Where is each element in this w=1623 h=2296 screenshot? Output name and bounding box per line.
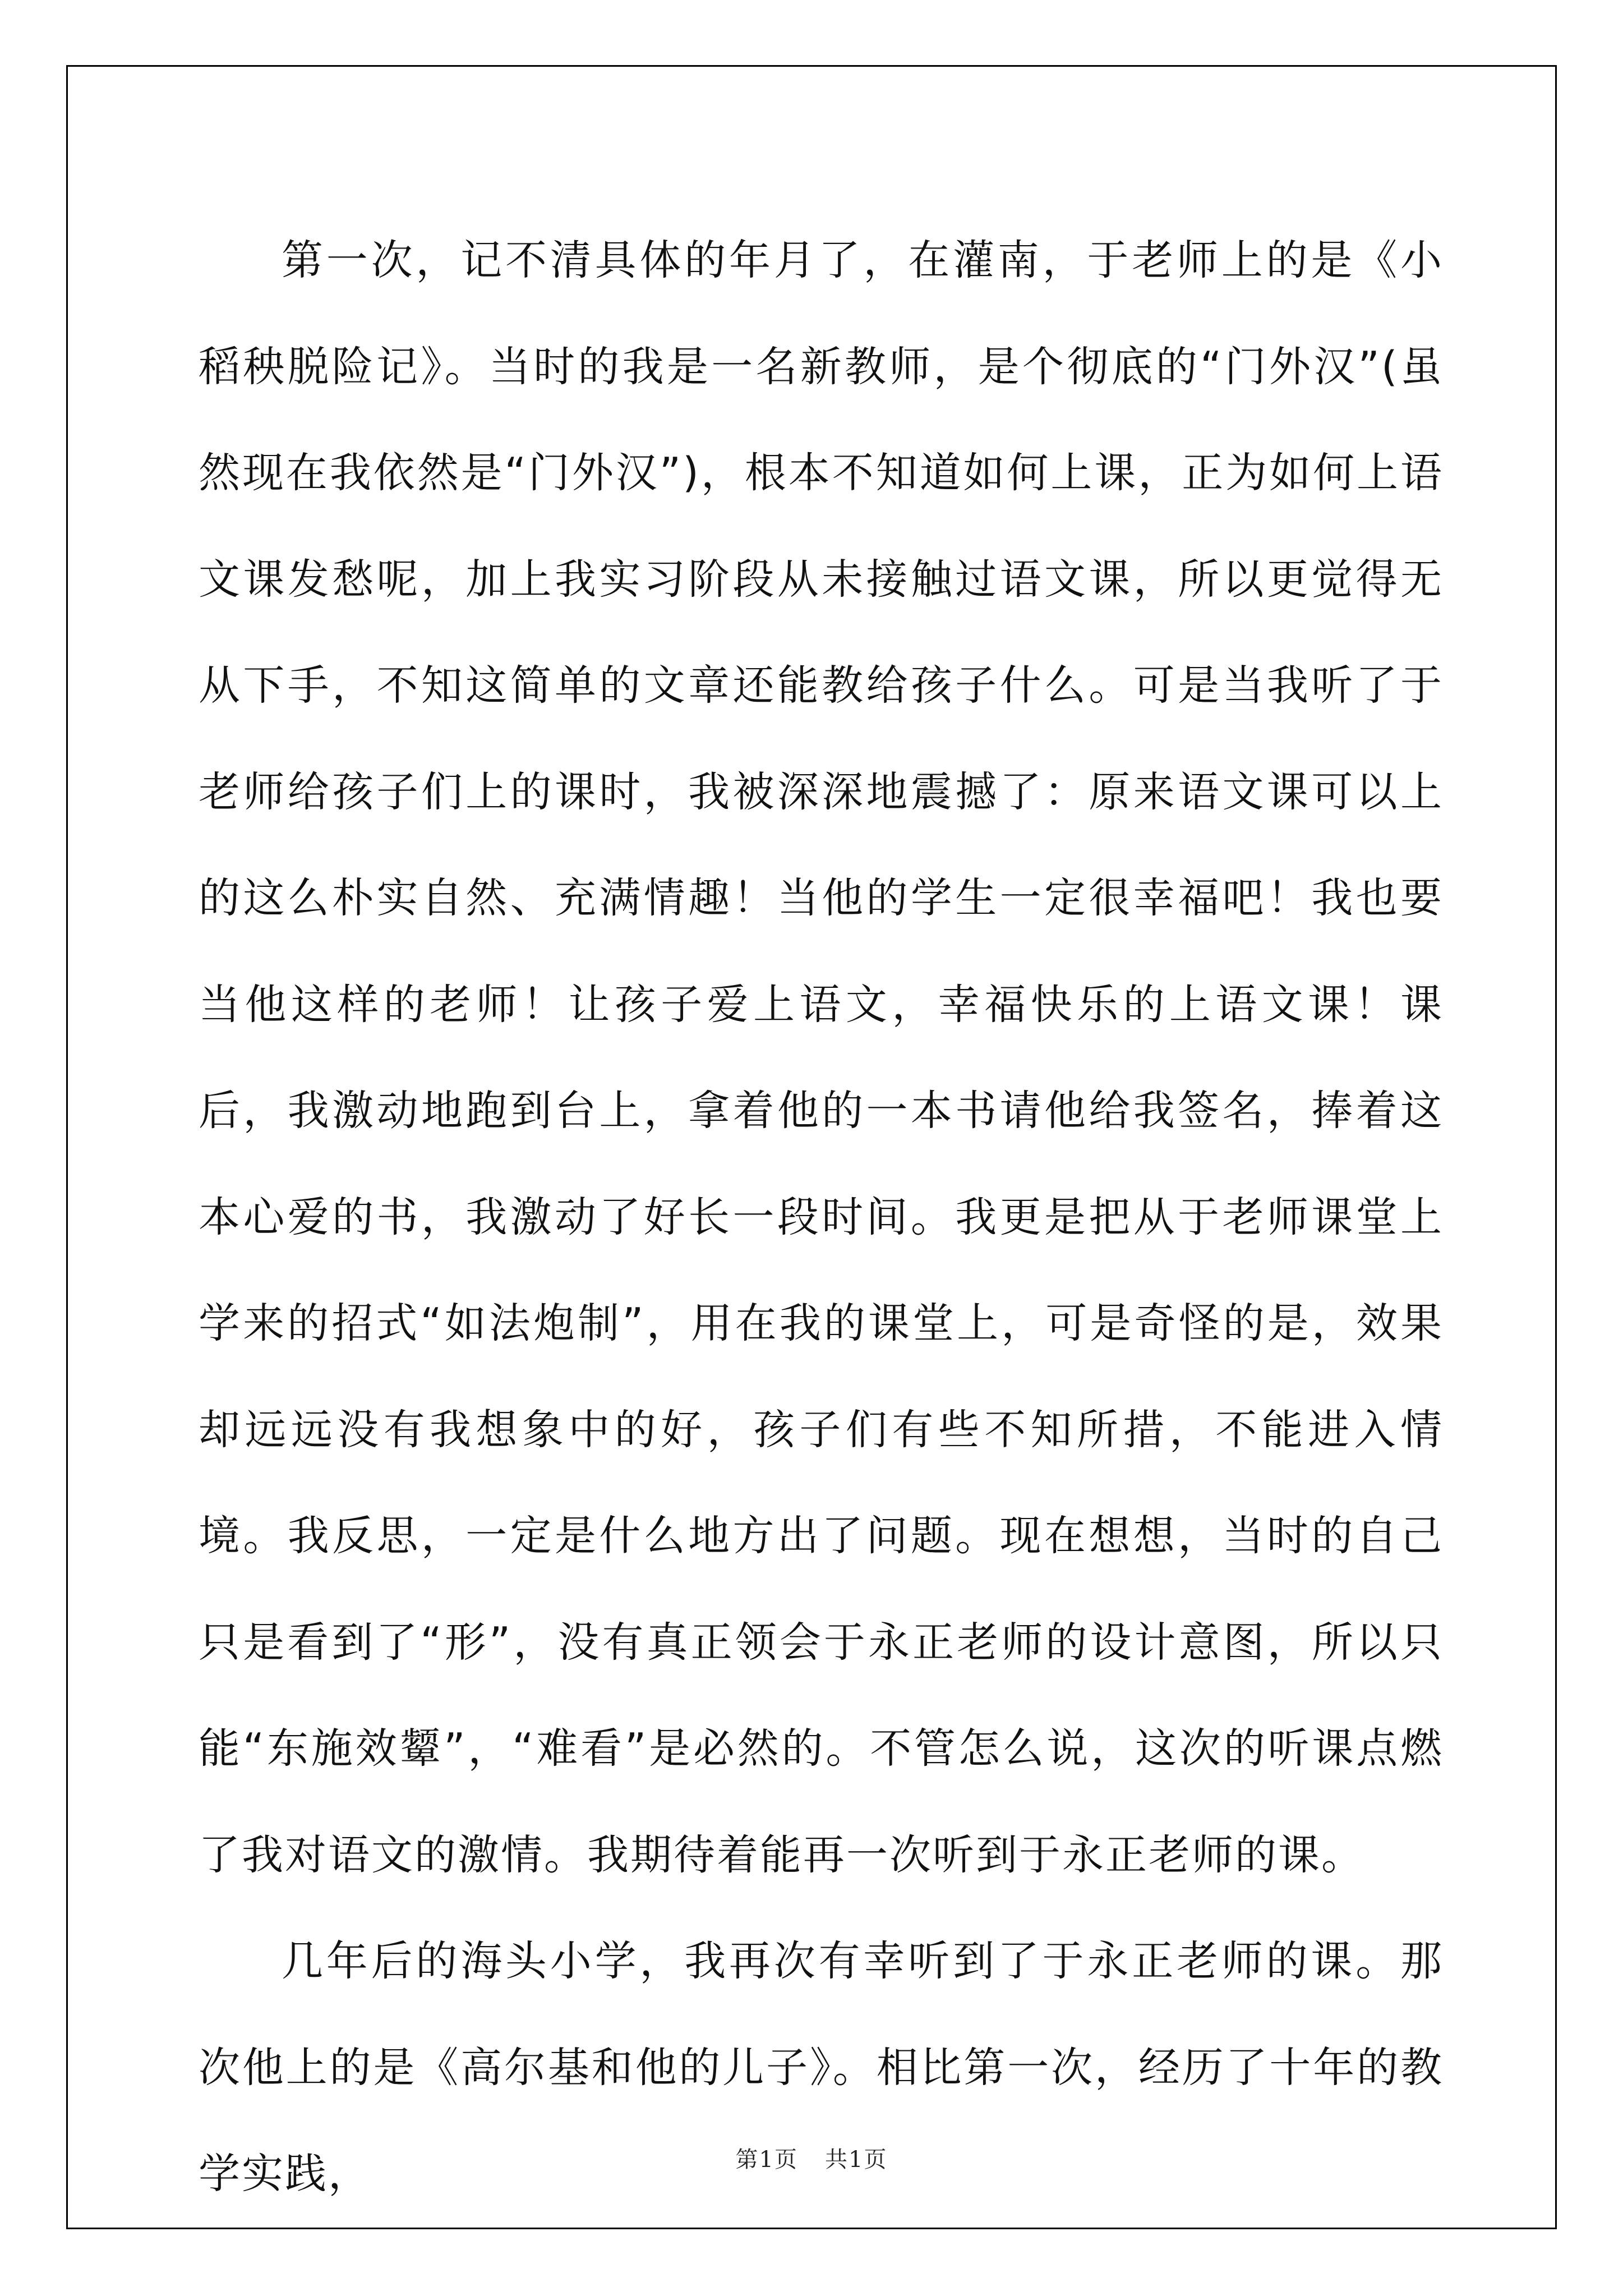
page-total: 共1页 [825, 2147, 888, 2173]
paragraph-2: 几年后的海头小学，我再次有幸听到了于永正老师的课。那次他上的是《高尔基和他的儿子》。相比第一次，经历了十年的教学实践， [199, 1937, 1444, 2198]
paragraph-1: 第一次，记不清具体的年月了，在灌南，于老师上的是《小稻秧脱险记》。当时的我是一名新教师，是个彻底的“门外汉”(虽然现在我依然是“门外汉”)，根本不知道如何上课，正为如何上语文课发愁呢，加上我实习阶段从未接触过语文课，所以更觉得无从下手，不知这简单的文章还能教给孩子什么。可是当我听了于老师给孩子们上的课时，我被深深地震撼了：原来语文课可以上的这么朴实自然、充满情趣！当他的学生一定很幸福吧！我也要当他这样的老师！让孩子爱上语文，幸福快乐的上语文课！课后，我激动地跑到台上，拿着他的一本书请他给我签名，捧着这本心爱的书，我激动了好长一段时间。我更是把从于老师课堂上学来的招式“如法炮制”，用在我的课堂上，可是奇怪的是，效果却远远没有我想象中的好，孩子们有些不知所措，不能进入情境。我反思，一定是什么地方出了问题。现在想想，当时的自己只是看到了“形”，没有真正领会于永正老师的设计意图，所以只能“东施效颦”，“难看”是必然的。不管怎么说，这次的听课点燃了我对语文的激情。我期待着能再一次听到于永正老师的课。 [199, 236, 1444, 1879]
document-body [199, 208, 1444, 2228]
page-footer [0, 2142, 1623, 2174]
page-number: 第1页 [735, 2147, 798, 2173]
